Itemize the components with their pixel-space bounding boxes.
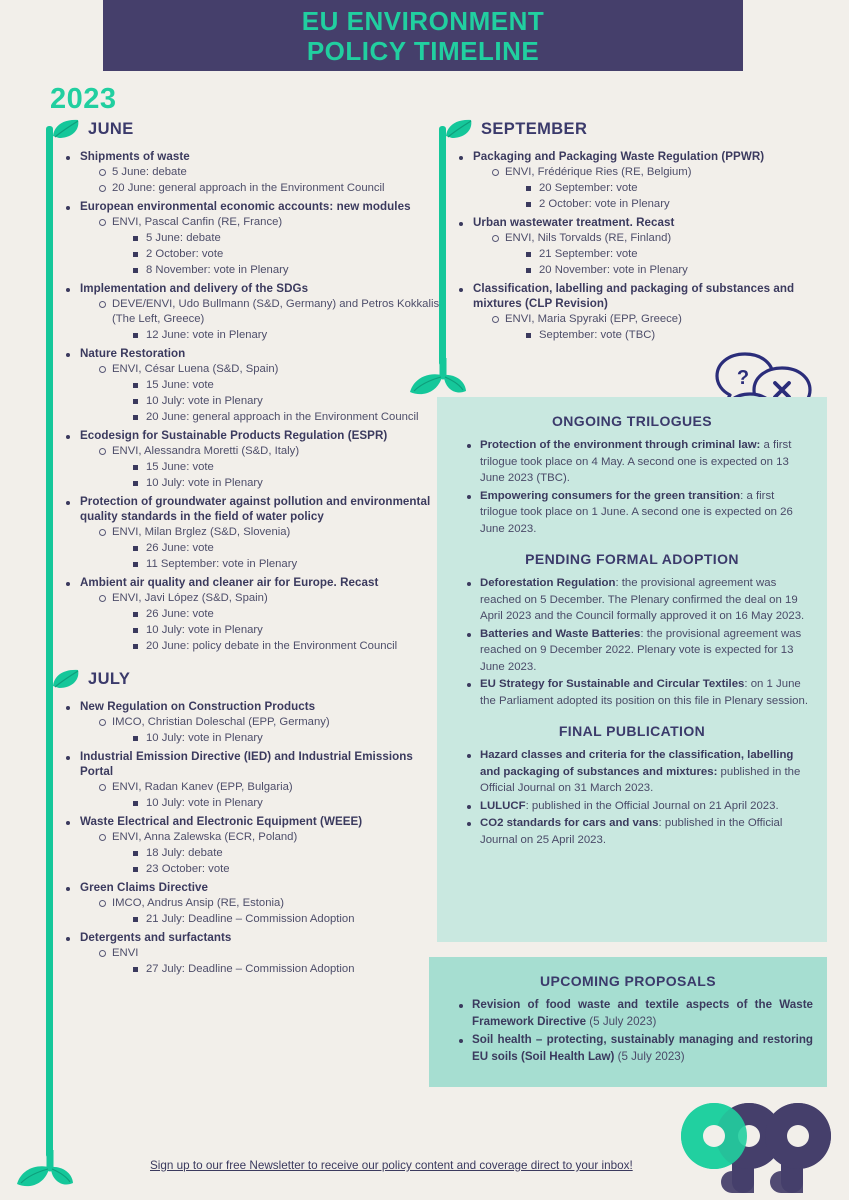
date-list: [112, 378, 444, 425]
date-item: [525, 263, 837, 278]
date-list: [112, 460, 444, 491]
policy-item: [66, 880, 444, 927]
date-label: 5 June: debate: [146, 232, 221, 244]
policy-item: [459, 149, 837, 212]
stem-end-leaves-left-icon: [15, 1150, 85, 1196]
date-item: [132, 247, 444, 262]
box-section-list: [451, 437, 813, 537]
committee-list: [80, 362, 444, 425]
policy-title: Ecodesign for Sustainable Products Regulation (ESPR): [80, 429, 388, 442]
box-list-item: [467, 798, 813, 815]
page-title-line-2: POLICY TIMELINE: [306, 35, 540, 66]
date-label: September: vote (TBC): [539, 329, 656, 341]
date-list: [112, 541, 444, 572]
policy-item: [66, 494, 444, 572]
committee-list: [80, 896, 444, 927]
date-label: 11 September: vote in Plenary: [146, 558, 298, 570]
policy-title: New Regulation on Construction Products: [80, 700, 316, 713]
date-list: [112, 962, 444, 977]
policy-title: Waste Electrical and Electronic Equipment (WEEE): [80, 815, 363, 828]
date-item: [132, 263, 444, 278]
committee-list: [80, 946, 444, 977]
committee-list: [80, 830, 444, 877]
policy-title: Classification, labelling and packaging of substances and mixtures (CLP Revision): [473, 282, 795, 310]
box-section-title: PENDING FORMAL ADOPTION: [525, 551, 739, 567]
committee-item: [98, 525, 444, 572]
box-section-list: [451, 747, 813, 848]
date-item: [132, 639, 444, 654]
upcoming-proposals-list: [443, 997, 813, 1065]
date-item: [525, 247, 837, 262]
committee-label: ENVI, César Luena (S&D, Spain): [112, 363, 279, 375]
date-label: 2 October: vote: [146, 248, 224, 260]
policy-item: [66, 749, 444, 811]
date-item: [525, 181, 837, 196]
date-list: [112, 231, 444, 278]
committee-label: ENVI, Alessandra Moretti (S&D, Italy): [112, 445, 300, 457]
month-label: SEPTEMBER: [481, 119, 588, 138]
committee-list: [80, 297, 444, 343]
policy-title: Implementation and delivery of the SDGs: [80, 282, 309, 295]
policy-title: Nature Restoration: [80, 347, 186, 360]
policy-item: [66, 199, 444, 278]
box-list-item: [467, 575, 813, 625]
committee-item: [98, 444, 444, 491]
committee-list: [473, 312, 837, 343]
policy-item: [66, 699, 444, 746]
leaf-icon: [50, 668, 84, 690]
date-label: 18 July: debate: [146, 847, 223, 859]
upcoming-item-text: Soil health – protecting, sustainably managing and restoring EU soils (Soil Health Law) (5 July 2023): [472, 1033, 813, 1063]
upcoming-item-text: Revision of food waste and textile aspects of the Waste Framework Directive (5 July 2023): [472, 998, 813, 1028]
date-label: 10 July: vote in Plenary: [146, 624, 263, 636]
policy-list: [44, 699, 444, 977]
date-label: 2 October: vote in Plenary: [539, 198, 670, 210]
committee-label: IMCO, Andrus Ansip (RE, Estonia): [112, 897, 285, 909]
date-item: [132, 460, 444, 475]
box-item-text: CO2 standards for cars and vans: published in the Official Journal on 25 April 2023.: [480, 817, 783, 846]
committee-list: [80, 591, 444, 654]
committee-item: [98, 830, 444, 877]
committee-item: [491, 231, 837, 278]
date-list: [112, 607, 444, 654]
date-item: [132, 623, 444, 638]
month-heading-july: [44, 668, 444, 690]
date-label: 20 June: policy debate in the Environment Council: [146, 640, 398, 652]
date-label: 15 June: vote: [146, 379, 214, 391]
committee-label: ENVI, Javi López (S&D, Spain): [112, 592, 268, 604]
committee-item: [98, 362, 444, 425]
box-list-item: [467, 488, 813, 538]
committee-item: [98, 215, 444, 278]
opp-logo: [676, 1101, 836, 1196]
timeline-column-right: [437, 118, 837, 346]
date-item: [132, 862, 444, 877]
newsletter-signup-link[interactable]: Sign up to our free Newsletter to receive our policy content and coverage direct to your inbox!: [150, 1159, 633, 1172]
date-label: 10 July: vote in Plenary: [146, 477, 263, 489]
policy-title: Detergents and surfactants: [80, 931, 232, 944]
bubble-symbol-question: ?: [736, 367, 750, 389]
leaf-icon: [443, 118, 477, 140]
committee-item: [98, 165, 444, 180]
committee-label: DEVE/ENVI, Udo Bullmann (S&D, Germany) and Petros Kokkalis (The Left, Greece): [112, 298, 440, 325]
date-label: 20 September: vote: [539, 182, 638, 194]
box-list-item: [467, 676, 813, 709]
committee-label: ENVI, Anna Zalewska (ECR, Poland): [112, 831, 298, 843]
committee-list: [80, 444, 444, 491]
policy-list: [44, 149, 444, 654]
policy-title: Ambient air quality and cleaner air for Europe. Recast: [80, 576, 379, 589]
committee-item: [98, 715, 444, 746]
committee-label: ENVI, Nils Torvalds (RE, Finland): [505, 232, 672, 244]
committee-item: [98, 297, 444, 343]
committee-list: [80, 780, 444, 811]
committee-item: [98, 181, 444, 196]
leaf-icon: [50, 118, 84, 140]
policy-item: [66, 930, 444, 977]
date-list: [505, 181, 837, 212]
date-list: [112, 328, 444, 343]
date-label: 20 June: general approach in the Environment Council: [146, 411, 419, 423]
policy-title: Protection of groundwater against pollution and environmental quality standards in the field of water policy: [80, 495, 431, 523]
date-item: [132, 410, 444, 425]
page-title-line-1: EU ENVIRONMENT: [301, 5, 545, 36]
box-section-list: [451, 575, 813, 709]
box-item-text: LULUCF: published in the Official Journal on 21 April 2023.: [480, 799, 779, 812]
page-header: [103, 0, 743, 71]
month-heading-june: [44, 118, 444, 140]
committee-label: 5 June: debate: [112, 166, 187, 178]
box-item-text: Empowering consumers for the green transition: a first trilogue took place on 1 June. A second one is expected on 26 June 2023.: [480, 489, 793, 535]
committee-label: ENVI, Milan Brglez (S&D, Slovenia): [112, 526, 291, 538]
date-item: [132, 607, 444, 622]
policy-item: [459, 281, 837, 343]
date-label: 10 July: vote in Plenary: [146, 732, 263, 744]
committee-list: [473, 231, 837, 278]
date-label: 23 October: vote: [146, 863, 230, 875]
policy-item: [66, 428, 444, 491]
date-item: [132, 557, 444, 572]
box-list-item: [467, 815, 813, 848]
committee-label: ENVI, Pascal Canfin (RE, France): [112, 216, 283, 228]
date-item: [132, 846, 444, 861]
date-item: [132, 912, 444, 927]
policy-title: European environmental economic accounts: new modules: [80, 200, 411, 213]
date-item: [132, 378, 444, 393]
date-label: 21 July: Deadline – Commission Adoption: [146, 913, 355, 925]
committee-list: [80, 525, 444, 572]
policy-item: [459, 215, 837, 278]
date-list: [112, 731, 444, 746]
date-item: [525, 197, 837, 212]
date-label: 26 June: vote: [146, 542, 214, 554]
committee-label: ENVI: [112, 947, 139, 959]
date-list: [505, 328, 837, 343]
box-item-text: Batteries and Waste Batteries: the provisional agreement was reached on 9 December 2022. Plenary vote is expected for 13 June 2023.: [480, 627, 802, 673]
date-label: 27 July: Deadline – Commission Adoption: [146, 963, 355, 975]
committee-label: ENVI, Frédérique Ries (RE, Belgium): [505, 166, 692, 178]
date-label: 8 November: vote in Plenary: [146, 264, 289, 276]
month-heading-september: [437, 118, 837, 140]
box-list-item: [467, 626, 813, 676]
committee-item: [491, 312, 837, 343]
upcoming-proposals-box: [429, 957, 827, 1087]
policy-title: Industrial Emission Directive (IED) and Industrial Emissions Portal: [80, 750, 413, 778]
box-item-text: Hazard classes and criteria for the classification, labelling and packaging of substances and mixtures: published in the Official Journal on 31 March 2023.: [480, 749, 801, 794]
date-list: [112, 796, 444, 811]
policy-title: Packaging and Packaging Waste Regulation (PPWR): [473, 150, 765, 163]
date-list: [505, 247, 837, 278]
date-item: [132, 541, 444, 556]
box-list-item: [467, 437, 813, 487]
date-label: 20 November: vote in Plenary: [539, 264, 688, 276]
date-item: [132, 962, 444, 977]
month-label: JULY: [88, 669, 131, 688]
box-list-item: [467, 747, 813, 797]
committee-item: [98, 591, 444, 654]
policy-list: [437, 149, 837, 343]
policy-item: [66, 149, 444, 196]
committee-list: [80, 215, 444, 278]
date-item: [132, 231, 444, 246]
date-label: 26 June: vote: [146, 608, 214, 620]
policy-title: Shipments of waste: [80, 150, 190, 163]
date-item: [132, 328, 444, 343]
box-section-title: FINAL PUBLICATION: [558, 723, 706, 739]
date-label: 10 July: vote in Plenary: [146, 395, 263, 407]
date-item: [525, 328, 837, 343]
policy-title: Urban wastewater treatment. Recast: [473, 216, 675, 229]
date-item: [132, 476, 444, 491]
upcoming-proposals-title: UPCOMING PROPOSALS: [540, 973, 716, 989]
date-item: [132, 731, 444, 746]
policy-item: [66, 814, 444, 877]
date-item: [132, 796, 444, 811]
ongoing-trilogues-box: [437, 397, 827, 942]
box-section-title: ONGOING TRILOGUES: [551, 413, 713, 429]
month-label: JUNE: [88, 119, 134, 138]
committee-label: ENVI, Radan Kanev (EPP, Bulgaria): [112, 781, 293, 793]
upcoming-list-item: [459, 1032, 813, 1065]
date-label: 15 June: vote: [146, 461, 214, 473]
upcoming-list-item: [459, 997, 813, 1030]
committee-item: [98, 946, 444, 977]
committee-label: IMCO, Christian Doleschal (EPP, Germany): [112, 716, 330, 728]
date-label: 12 June: vote in Plenary: [146, 329, 268, 341]
committee-item: [98, 896, 444, 927]
committee-item: [98, 780, 444, 811]
year-label: 2023: [50, 83, 117, 115]
box-item-text: EU Strategy for Sustainable and Circular Textiles: on 1 June the Parliament adopted its position on this file in Plenary session.: [480, 678, 808, 707]
policy-item: [66, 346, 444, 425]
policy-item: [66, 575, 444, 654]
policy-title: Green Claims Directive: [80, 881, 209, 894]
policy-item: [66, 281, 444, 343]
date-list: [112, 912, 444, 927]
box-item-text: Deforestation Regulation: the provisional agreement was reached on 5 December. The Plenary confirmed the deal on 19 April 2023 and the Council formally approved it on 16 May 2023.: [480, 577, 805, 622]
committee-list: [80, 165, 444, 196]
date-label: 21 September: vote: [539, 248, 638, 260]
committee-list: [473, 165, 837, 212]
committee-label: ENVI, Maria Spyraki (EPP, Greece): [505, 313, 682, 325]
timeline-column-left: [44, 118, 444, 980]
committee-list: [80, 715, 444, 746]
date-item: [132, 394, 444, 409]
date-list: [112, 846, 444, 877]
box-item-text: Protection of the environment through criminal law: a first trilogue took place on 4 May. A second one is expected on 13 June 2023 (TBC).: [480, 439, 792, 484]
committee-label: 20 June: general approach in the Environment Council: [112, 182, 385, 194]
date-label: 10 July: vote in Plenary: [146, 797, 263, 809]
committee-item: [491, 165, 837, 212]
